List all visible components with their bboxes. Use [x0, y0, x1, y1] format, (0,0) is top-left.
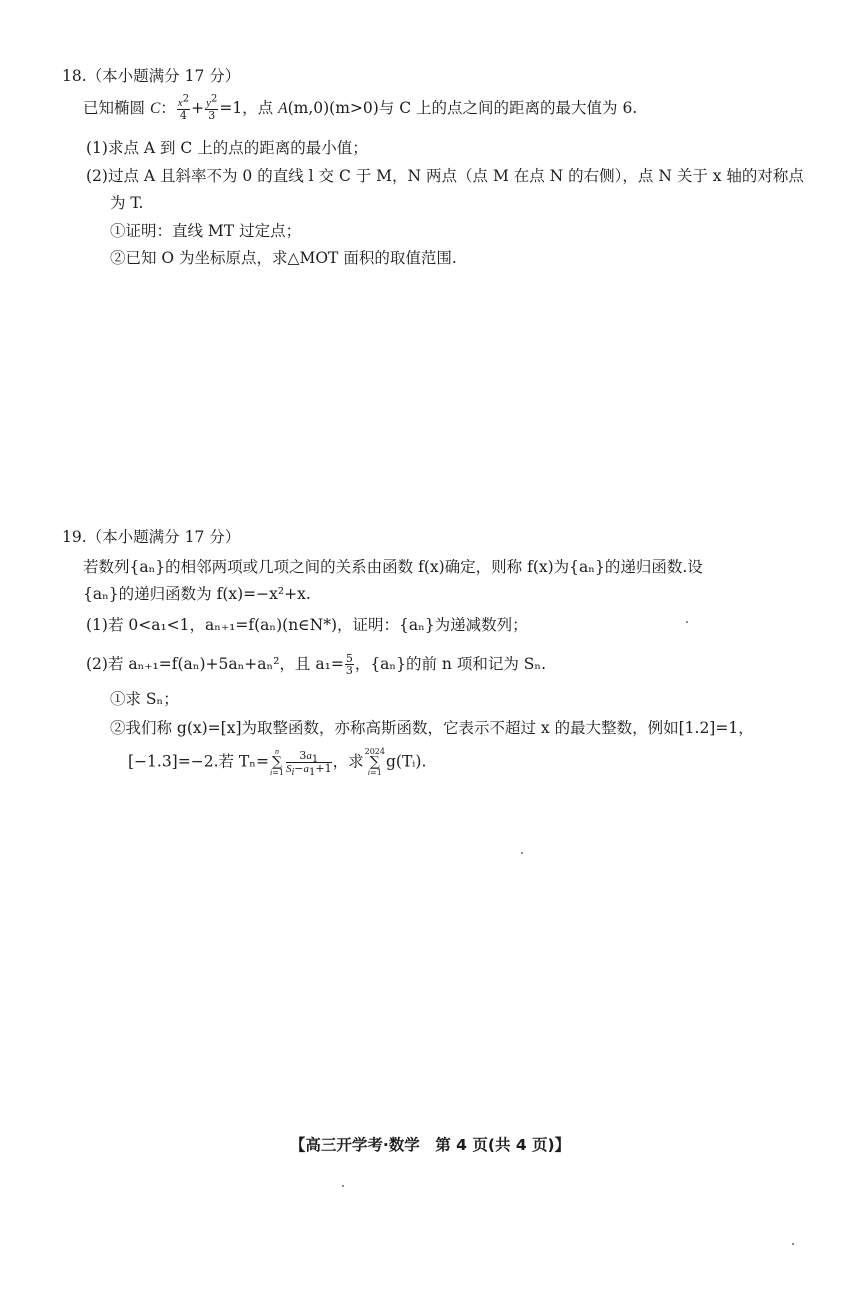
page-footer: 【高三开学考·数学 第 4 页(共 4 页)】	[289, 1136, 571, 1154]
scan-speck	[792, 1243, 794, 1245]
scan-speck	[521, 852, 523, 854]
q19-sub2-line2	[128, 748, 426, 777]
q18-sub2: ②已知 O 为坐标原点，求△MOT 面积的取值范围.	[110, 249, 457, 267]
q19-part2	[86, 652, 546, 677]
q18-stem-c: (m,0)(m>0)与 C 上的点之间的距离的最大值为 6.	[287, 99, 638, 117]
q19-part2-b: ，{aₙ}的前 n 项和记为 Sₙ.	[354, 655, 546, 673]
q19-sub2-a: [−1.3]=−2.若 Tₙ=	[128, 752, 269, 771]
sum-symbol: n ∑ i=1	[269, 747, 284, 777]
q19-frac-t: $\frac{3a_1}{S_i-a_1+1}$	[286, 749, 332, 779]
q19-frac-a1: $\frac{5}{3}$	[345, 652, 353, 677]
q18-frac-y: $\frac{y^2}{3}$	[206, 92, 218, 122]
scan-speck	[686, 621, 688, 623]
q18-header: 18.（本小题满分 17 分）	[62, 67, 241, 85]
q18-part2-line2: 为 T.	[110, 194, 144, 212]
sum-symbol: 2024 ∑ i=1	[364, 747, 385, 777]
q19-sub2-line1: ②我们称 g(x)=[x]为取整函数，亦称高斯函数，它表示不超过 x 的最大整数，例如[1.2]=1，	[110, 719, 754, 737]
q19-header: 19.（本小题满分 17 分）	[62, 528, 241, 546]
q19-stem-line2: {aₙ}的递归函数为 f(x)=−x²+x.	[83, 585, 311, 603]
q18-sub1: ①证明：直线 MT 过定点；	[110, 222, 302, 240]
q19-sub2-b: ，求	[332, 752, 364, 771]
q18-part2-line1: (2)过点 A 且斜率不为 0 的直线 l 交 C 于 M，N 两点（点 M 在点 N 的右侧），点 N 关于 x 轴的对称点	[86, 167, 804, 185]
q19-stem-line1: 若数列{aₙ}的相邻两项或几项之间的关系由函数 f(x)确定，则称 f(x)为{aₙ}的递归函数.设	[83, 558, 703, 576]
q19-part1: (1)若 0<a₁<1，aₙ₊₁=f(aₙ)(n∈N*)，证明：{aₙ}为递减数列；	[86, 616, 528, 634]
q19-sub2-c: g(Tᵢ).	[385, 752, 427, 771]
q18-stem-b: =1，点	[219, 99, 279, 117]
q18-stem: 已知椭圆 C： $\frac{x^2}{4}$ + $\frac{y^2}{3}$ =1，点 A(m,0)(m>0)与 C 上的点之间的距离的最大值为 6.	[83, 92, 638, 122]
q19-part2-a: (2)若 aₙ₊₁=f(aₙ)+5aₙ+aₙ²，且 a₁=	[86, 655, 344, 673]
q19-sub1: ①求 Sₙ；	[110, 690, 179, 708]
q18-part1: (1)求点 A 到 C 上的点的距离的最小值；	[86, 139, 368, 157]
scan-speck	[342, 1185, 344, 1187]
q18-stem-a: 已知椭圆	[83, 99, 150, 117]
q18-frac-x: $\frac{x^2}{4}$	[177, 92, 190, 122]
